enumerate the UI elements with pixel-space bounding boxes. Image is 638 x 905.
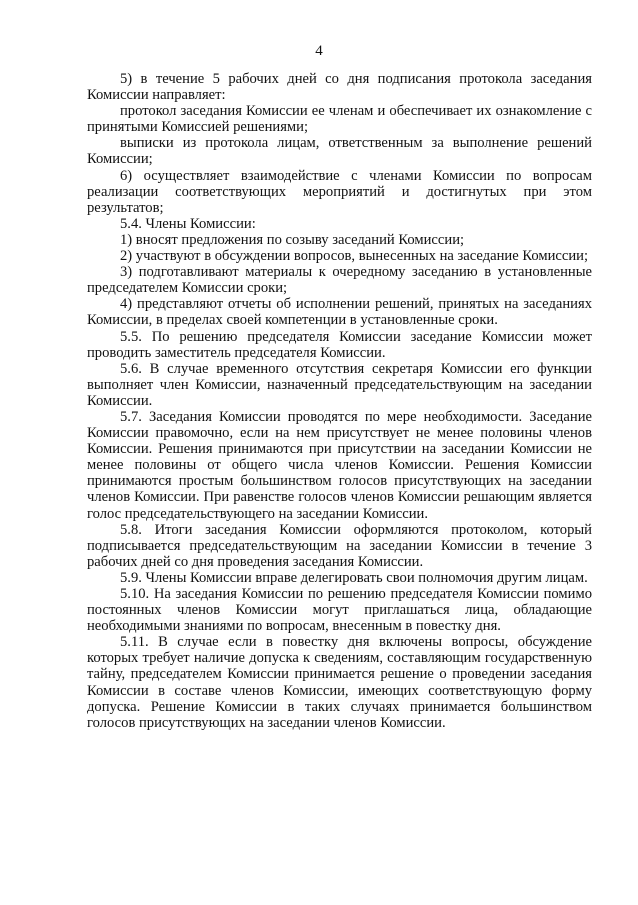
paragraph-protocol: протокол заседания Комиссии ее членам и обеспечивает их ознакомление с принятыми Комиссией решениями; bbox=[87, 103, 592, 136]
paragraph-5-11: 5.11. В случае если в повестку дня включены вопросы, обсуждение которых требует наличие допуска к сведениям, составляющим государственную тайну, председателем Комиссии принимается решение о проведении заседания Комиссии в составе членов Комиссии, имеющих соответствующую форму допуска. Решение Комиссии в таких случаях принимается большинством голосов присутствующих на заседании членов Комиссии. bbox=[87, 634, 592, 731]
paragraph-5-4: 5.4. Члены Комиссии: bbox=[120, 215, 256, 232]
paragraph-5-10: 5.10. На заседания Комиссии по решению председателя Комиссии помимо постоянных членов Комиссии могут приглашаться лица, обладающие необходимыми знаниями по вопросам, внесенным в повестку дня. bbox=[87, 586, 592, 635]
paragraph-5-4-item-3: 3) подготавливают материалы к очередному заседанию в установленные председателем Комиссии сроки; bbox=[87, 264, 592, 297]
paragraph-5-item-5: 5) в течение 5 рабочих дней со дня подписания протокола заседания Комиссии направляет: bbox=[87, 71, 592, 104]
paragraph-5-item-6: 6) осуществляет взаимодействие с членами Комиссии по вопросам реализации соответствующих мероприятий и достигнутых при этом результатов; bbox=[87, 167, 592, 216]
document-body bbox=[87, 71, 592, 731]
paragraph-5-8: 5.8. Итоги заседания Комиссии оформляются протоколом, который подписывается председательствующим на заседании Комиссии в течение 3 рабочих дней со дня проведения заседания Комиссии. bbox=[87, 521, 592, 570]
paragraph-5-4-item-1: 1) вносят предложения по созыву заседаний Комиссии; bbox=[120, 231, 465, 248]
paragraph-5-5: 5.5. По решению председателя Комиссии заседание Комиссии может проводить заместитель председателя Комиссии. bbox=[87, 328, 592, 361]
paragraph-5-6: 5.6. В случае временного отсутствия секретаря Комиссии его функции выполняет член Комиссии, назначенный председательствующим на заседании Комиссии. bbox=[87, 360, 592, 409]
paragraph-5-9: 5.9. Члены Комиссии вправе делегировать свои полномочия другим лицам. bbox=[120, 569, 588, 586]
paragraph-5-7: 5.7. Заседания Комиссии проводятся по мере необходимости. Заседание Комиссии правомочно, если на нем присутствует не менее половины членов Комиссии. Решения принимаются при присутствии на заседании Комиссии не менее половины от общего числа членов Комиссии. Решения Комиссии принимаются простым большинством голосов присутствующих на заседании членов Комиссии. При равенстве голосов членов Комиссии решающим является голос председательствующего на заседании Комиссии. bbox=[87, 408, 592, 522]
page-number: 4 bbox=[315, 43, 323, 59]
paragraph-extracts: выписки из протокола лицам, ответственным за выполнение решений Комиссии; bbox=[87, 135, 592, 168]
paragraph-5-4-item-4: 4) представляют отчеты об исполнении решений, принятых на заседаниях Комиссии, в пределах своей компетенции в установленные сроки. bbox=[87, 296, 592, 329]
paragraph-5-4-item-2: 2) участвуют в обсуждении вопросов, вынесенных на заседание Комиссии; bbox=[120, 248, 589, 265]
